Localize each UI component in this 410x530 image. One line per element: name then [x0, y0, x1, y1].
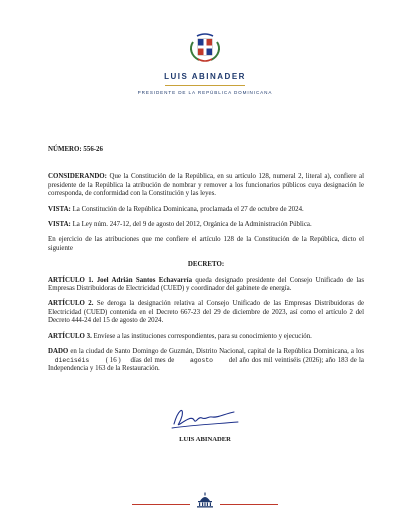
article-1-text: queda designado presidente del Consejo Unificado de las Empresas Distribuidoras de Electricidad (CUED) y coordinador del gabinete de energía. — [48, 276, 365, 293]
decree-number-label: NÚMERO: — [48, 146, 82, 153]
day-words: dieciséis — [54, 356, 90, 364]
header-subtitle: PRESIDENTE DE LA REPÚBLICA DOMINICANA — [137, 90, 273, 95]
dado-paragraph — [48, 348, 364, 373]
article-3-text: Envíese a las instituciones correspondientes, para su conocimiento y ejecución. — [93, 332, 312, 340]
handwritten-signature — [168, 402, 242, 432]
vista-label-2: VISTA: — [48, 221, 71, 229]
article-2 — [48, 300, 364, 325]
footer-rule-left — [132, 504, 190, 505]
vista-paragraph-2 — [48, 221, 364, 229]
coat-of-arms-icon — [187, 30, 223, 66]
considerando-paragraph — [48, 173, 364, 198]
signature-name: LUIS ABINADER — [179, 436, 231, 443]
header-divider — [165, 85, 245, 86]
article-3-label: ARTÍCULO 3. — [48, 332, 92, 340]
month-name: agosto — [190, 356, 214, 364]
vista-paragraph-1 — [48, 206, 364, 214]
article-2-label: ARTÍCULO 2. — [48, 300, 94, 308]
decreto-title: DECRETO: — [187, 261, 225, 269]
article-1-label: ARTÍCULO 1. — [48, 276, 94, 284]
ejercicio-paragraph: En ejercicio de las atribuciones que me confiere el artículo 128 de la Constitución de la República, dicto el siguiente — [48, 236, 364, 252]
vista-text-1: La Constitución de la República Dominicana, proclamada el 27 de octubre de 2024. — [72, 205, 304, 213]
decree-number — [48, 146, 364, 154]
article-2-text: Se deroga la designación relativa al Consejo Unificado de las Empresas Distribuidoras de Electricidad (CUED) contenida en el Decreto 667-23 del 29 de diciembre de 2023, así como el artículo 2 del Decreto 444-24 del 15 de agosto de 2024. — [48, 300, 364, 325]
article-3 — [48, 333, 364, 341]
vista-text-2: La Ley núm. 247-12, del 9 de agosto del 2012, Orgánica de la Administración Pública. — [72, 221, 312, 229]
dado-text-1: en la ciudad de Santo Domingo de Guzmán, Distrito Nacional, capital de la República Dominicana, a los — [70, 348, 364, 356]
article-1 — [48, 277, 364, 294]
vista-label-1: VISTA: — [48, 205, 71, 213]
dado-label: DADO — [48, 348, 69, 356]
considerando-label: CONSIDERANDO: — [48, 173, 107, 181]
footer-rule-right — [220, 504, 278, 505]
considerando-text: Que la Constitución de la República, en su artículo 128, numeral 2, literal a), confiere al presidente de la República la atribución de nombrar y remover a los funcionarios públicos cuya designación le corresponda, de conformidad con la Constitución y las leyes. — [48, 173, 364, 198]
palace-icon — [195, 492, 215, 508]
dado-text-2: días del mes de — [130, 356, 175, 364]
day-number: ( 16 ) — [105, 356, 121, 364]
header-name: LUIS ABINADER — [164, 72, 246, 81]
article-1-name: Joel Adrián Santos Echavarría — [96, 276, 193, 284]
dado-text-3: del año dos mil veintiséis (2026); año 183 de la Independencia y 163 de la Restauración. — [48, 356, 364, 372]
decree-number-value: 556-26 — [83, 146, 103, 153]
decree-body — [48, 146, 364, 373]
